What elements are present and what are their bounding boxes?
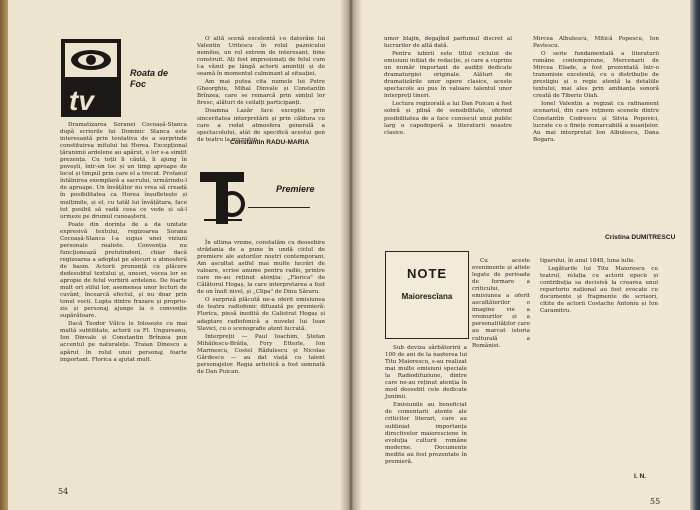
paragraph: Cu aceste evenimente și altele legate de perioada de formare a criticului, emisiunea a oferit ascultătorilor o imagine vie a vremurilor și a personalităților care au marcat istoria culturală a României. (472, 258, 530, 349)
premiere-emblem-icon (198, 168, 246, 226)
paragraph: Dacă Teodor Vălcu le folosește cu mai multă subtilitate, actorii ca Fl. Ungureanu, Ion Dinvale și Constantin Brînzea pun accentul pe naturalețe. Traian Dinescu a apărut în rolul unui personaj foarte important. Florica a ajutat mult. (60, 321, 187, 363)
right-column-1-lower (472, 258, 530, 476)
paragraph: Doamna Lazăr face excepție prin sinceritatea interpretării și prin căldura cu care a redat atmosfera generală a spectacolului, atât de specifică acestui gen de teatru la microfon. (197, 108, 325, 143)
paragraph: O serie fundamentală a literaturii române contemporane, Mercenarii de Mircea Eliade, a fost prezentată într-o transmisie excelentă, cu o distribuție de prestigiu și o regie atentă la detaliile textului, mai ales prin ambianța sonoră creată de Tiberiu Olah. (533, 51, 659, 100)
page-number-left: 54 (58, 487, 69, 496)
author-signature: Constantin RADU-MARIA (230, 139, 310, 146)
premiere-underline (248, 207, 310, 208)
paragraph: Ionel Valentin a regizat cu rafinament scenariul, din care reținem scenele dintre Constantin Codrescu și Silvia Popovici, lucrate cu o finețe remarcabilă a nuanțelor. Au mai interpretat Ion Albulescu, Dana Bogaru. (533, 101, 659, 143)
author-signature-right: Cristina DUMITRESCU (605, 234, 676, 241)
paragraph: Legăturile lui Titu Maiorescu cu teatrul, relația cu actorii epocii și contribuția sa decisivă la crearea unui repertoriu național au fost evocate cu documente și fragmente de scrisori, citite de actorii Costache Antoniu și Ion Caramitru. (540, 266, 658, 315)
right-column-2 (533, 36, 659, 256)
paragraph: Emisiunile au beneficiat de comentarii atente ale criticilor literari, care au subliniat importanța directivelor maioresciene în evoluția culturii române moderne. Documente inedite au fost prezentate în premieră. (385, 402, 467, 465)
paragraph: Am mai putea cita numele lui Petre Gheorghiu, Mihai Dinvale și Constantin Brînzea, care se remarcă prin simțul lor firesc, alături de ceilalți participanți. (197, 79, 325, 107)
paragraph: Lectura regizorală a lui Dan Puican a fost sobră și plină de sensibilitate, oferind posibilitatea de a face cunoscut unui public larg o capodoperă a literaturii noastre clasice. (384, 101, 512, 136)
paragraph: Dramatizarea Soranei Cocoașă-Stanca după scrierile lui Dominic Stanca este interesantă prin tentativa de a surprinde constituirea mitului lui Horea. Excepțional țăranimii ardelene au apărut, o lor s-a simțit prezența. Cu toții îi căută, îi ajung în povești, într-un loc și un timp aproape de locul și timpul prin care el a trecut. Profanul întâlnirea exemplară a sacrului, urmărindu-l de aproape. Un învățător nu vrea să creadă în posibilitatea ca Horea înșufletește și mulțimile, și el, cu tatăl lui învățătura, face tot posibil să vadă ceea ce vede și să-l urmeze pe drumul cunoașterii. (60, 122, 187, 220)
article-signature: I. N. (634, 473, 647, 480)
tv-logo-icon (60, 38, 122, 118)
right-column-1 (384, 36, 512, 246)
left-page-edge (0, 0, 8, 510)
svg-text:tv: tv (69, 85, 94, 116)
note-label: NOTE (406, 266, 448, 281)
right-column-3 (540, 258, 658, 473)
page-gutter (340, 0, 362, 510)
premiere-title: Premiere (276, 184, 315, 194)
paragraph: Mircea Albulescu, Mitică Popescu, Ion Pavlescu. (533, 36, 659, 50)
page-number-right: 55 (650, 497, 661, 506)
paragraph: umor blajin, degajînd parfumul discret al lucrurilor de altă dată. (384, 36, 512, 50)
note-title: Maiorescîana (401, 292, 453, 301)
note-box (385, 251, 469, 339)
paragraph: tiparului, în anul 1848, luna iulie. (540, 258, 636, 264)
roata-de-foc-title: Roata de Foc (130, 68, 169, 89)
paragraph: O altă scenă excelentă i-o datorăm lui Valentin Uritescu în rolul paznicului nemilos, un rol extrem de interesant, bine construit. Ați fost impresionați de felul cum l-a văzut pe lângă actorii amintiți și de seamă în momentul culminant al situației. (197, 36, 325, 78)
paragraph: Interpreții — Paul Ioachim, Ștefan Mihăilescu-Brăila, Fory Etterle, Ion Marinescu, Costel Rădulescu și Nicolae Gărdescu — au dat viață cu talent personajelor. Regia artistică a fost semnată de Dan Puican. (197, 333, 325, 375)
paragraph: Poate din dorința de a da unitate expresivă textului, regizoarea Sorana Cocoașă-Stanca l-a supus unei viziuni personale realiste. Convenția nu funcționează pretutindeni, chiar dacă regizoarea a adoptat pe alocuri o atmosferă de basm. Actorii pronunță cu plăcere dedesubtul textului și, uneori, vocea lor se apropie de felul vorbirii ardelene. De foarte mult ori stilul lor, asemenea unor lecturi de cuvânt, încearcă efectul, și nu doar prin tonul vocii. Lupta dintre frazare și propriu-zis și personaj ajunge la o convenție supărătoare. (60, 221, 187, 320)
paragraph: În ultima vreme, constatăm cu deosebire strădania de a pune în undă ciclul de premiere ale autorilor noștri contemporani. Am ascultat astfel mai multe lucrări de valoare, scrise anume pentru radio, printre care ne-au reținut atenția: „Florica" de Călătorul Hogaș, la care interpretarea a fost de un înalt nivel, și „Clipa" de Dinu Săraru. (197, 240, 325, 296)
paragraph: Sub deviza sărbătoririi a 100 de ani de la nașterea lui Titu Maiorescu, s-au realizat mai multe emisiuni speciale la Radiodifuziune, dintre care ne-au reținut atenția în mod deosebit cele dedicate Junimii. (385, 345, 467, 401)
left-column-1 (60, 122, 187, 474)
paragraph: Pentru iubirii este titlul ciclului de emisiuni inițiat de redacție, și care a cuprins un număr important de audiții dedicate dramaturgiei originale. Alături de dramatizările unor opere clasice, aceste spectacole au pus în valoare talentul unor interpreți tineri. (384, 51, 512, 100)
left-column-2-bottom (197, 240, 325, 475)
note-body (385, 345, 467, 477)
book-binding (690, 0, 700, 510)
paragraph: O surpriză plăcută ne-a oferit emisiunea de teatru radiofonic difuzată pe premieră: Florica, piesă inedită de Calistrat Hogaș și adaptare radiofonică a nuvelei lui Ioan Slavici, cu o scenografie atent lucrată. (197, 297, 325, 332)
